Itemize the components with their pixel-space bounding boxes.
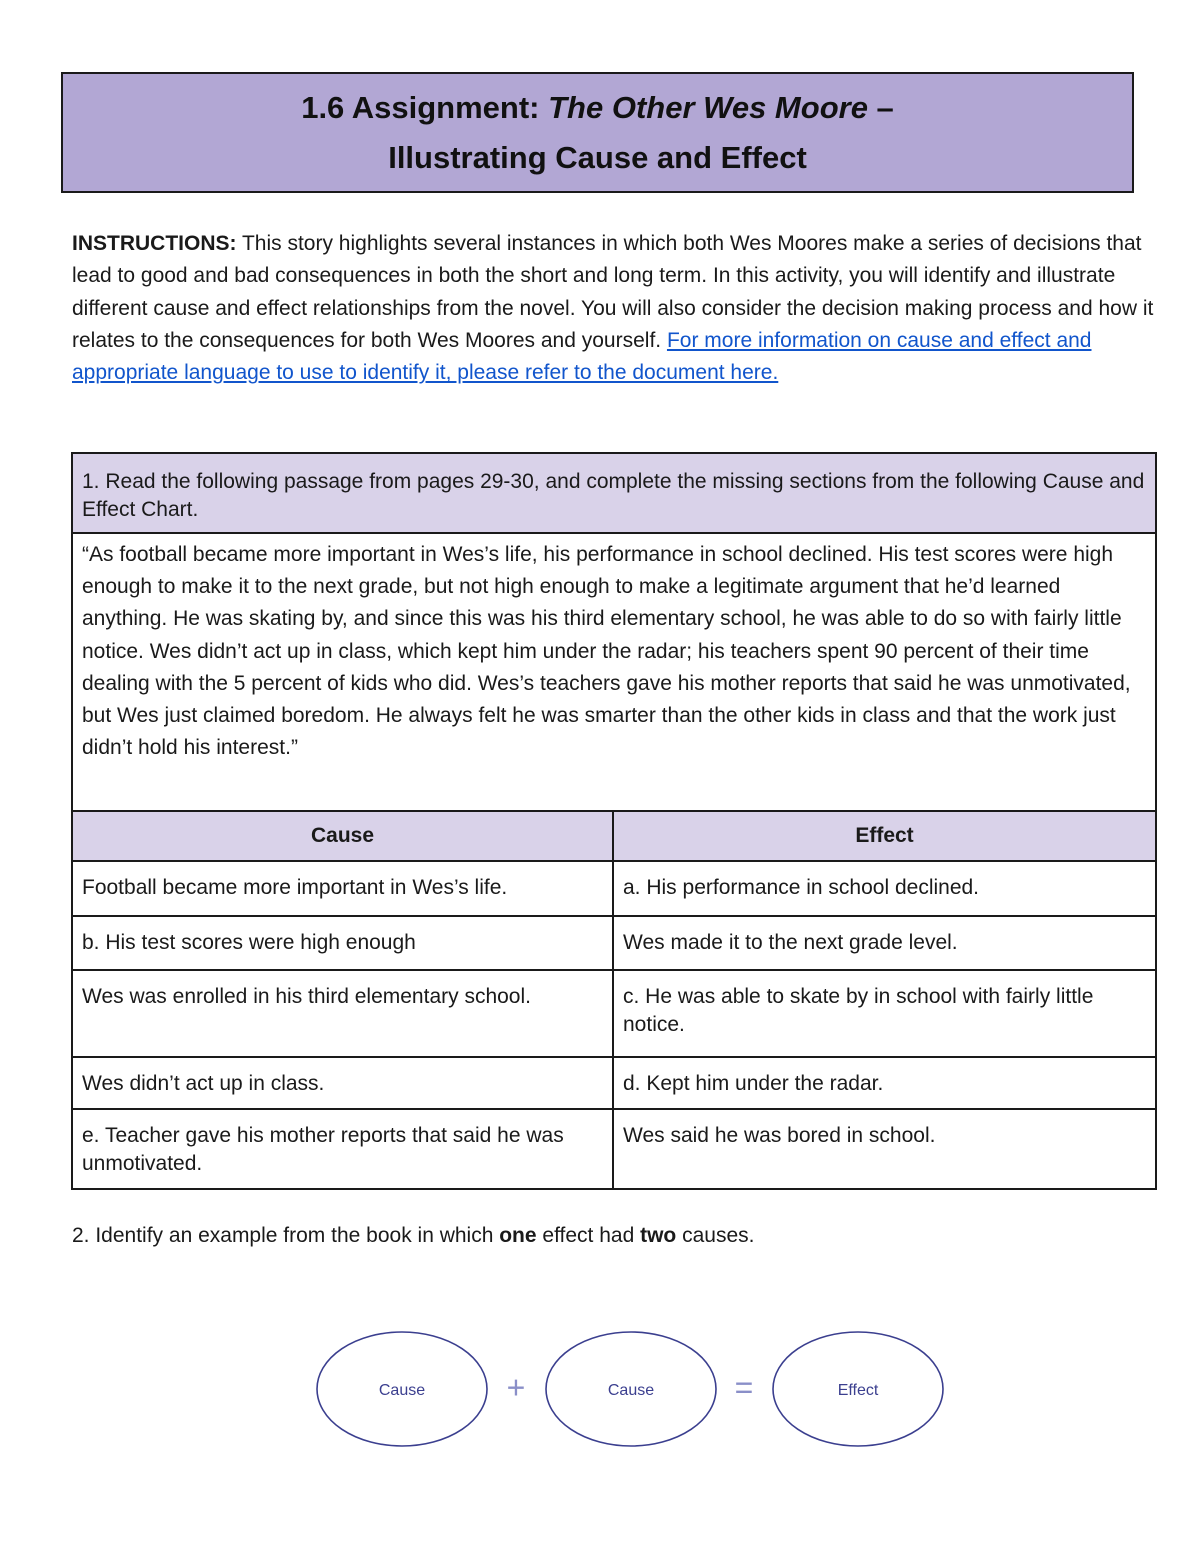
- table-row: [72, 916, 1156, 970]
- cause-1-label: Cause: [378, 1382, 426, 1400]
- cause-cell: Wes was enrolled in his third elementary school.: [72, 970, 613, 1057]
- effect-cell: Wes made it to the next grade level.: [613, 916, 1156, 970]
- instructions-paragraph: [72, 228, 1162, 389]
- equals-symbol: =: [734, 1369, 754, 1406]
- question-2-text-1: 2. Identify an example from the book in which: [72, 1224, 500, 1247]
- effect-cell: c. He was able to skate by in school with fairly little notice.: [613, 970, 1156, 1057]
- title-box: [61, 72, 1134, 193]
- instructions-label: INSTRUCTIONS:: [72, 232, 237, 255]
- question-2-text-2: effect had: [536, 1224, 641, 1247]
- effect-oval: [773, 1332, 943, 1446]
- effect-cell: a. His performance in school declined.: [613, 861, 1156, 916]
- cause-effect-table: [71, 452, 1157, 1190]
- cause-2-label: Cause: [607, 1382, 655, 1400]
- instructions-text: This story highlights several instances in which both Wes Moores make a series of decisions that lead to good and bad consequences in both the short and long term. In this activity, you will identify and illustrate different cause and effect relationships from the novel. You will also consider the decision making process and how it relates to the consequences for both Wes Moores and yourself.: [72, 232, 1154, 352]
- cause-2-oval: [546, 1332, 716, 1446]
- question-2-text-3: causes.: [676, 1224, 755, 1247]
- effect-label: Effect: [837, 1382, 879, 1400]
- question-2-bold-two: two: [640, 1224, 677, 1247]
- cause-cell: Wes didn’t act up in class.: [72, 1057, 613, 1109]
- effect-column-header: Effect: [613, 811, 1156, 861]
- effect-cell: Wes said he was bored in school.: [613, 1109, 1156, 1189]
- table-row: [72, 1057, 1156, 1109]
- table-row: [72, 1109, 1156, 1189]
- plus-symbol: +: [506, 1369, 526, 1406]
- title-prefix: 1.6 Assignment:: [301, 89, 549, 125]
- cause-cell: Football became more important in Wes’s life.: [72, 861, 613, 916]
- table-row: [72, 861, 1156, 916]
- table-row: [72, 970, 1156, 1057]
- effect-cell: d. Kept him under the radar.: [613, 1057, 1156, 1109]
- question-1-prompt: 1. Read the following passage from pages 29-30, and complete the missing sections from the following Cause and Effect Chart.: [72, 453, 1156, 533]
- title-dash: –: [867, 89, 894, 125]
- question-2-prompt: [72, 1222, 754, 1250]
- cause-column-header: Cause: [72, 811, 613, 861]
- cause-1-oval: [317, 1332, 487, 1446]
- question-2-bold-one: one: [499, 1224, 537, 1247]
- reference-document-link[interactable]: For more information on cause and effect and appropriate language to use to identify it, please refer to the document here.: [72, 328, 1092, 385]
- title-line-1: [301, 83, 894, 133]
- title-line-2: Illustrating Cause and Effect: [388, 139, 807, 175]
- passage-quote: “As football became more important in Wes’s life, his performance in school declined. His test scores were high enough to make it to the next grade, but not high enough to make a legitimate argument that he’d learned anything. He was skating by, and since this was his third elementary school, he was able to do so with fairly little notice. Wes didn’t act up in class, which kept him under the radar; his teachers spent 90 percent of their time dealing with the 5 percent of kids who did. Wes’s teachers gave his mother reports that said he was unmotivated, but Wes just claimed boredom. He always felt he was smarter than the other kids in class and that the work just didn’t hold his interest.”: [72, 533, 1156, 811]
- book-title: The Other Wes Moore: [548, 89, 868, 125]
- cause-cell: e. Teacher gave his mother reports that said he was unmotivated.: [72, 1109, 613, 1189]
- cause-cell: b. His test scores were high enough: [72, 916, 613, 970]
